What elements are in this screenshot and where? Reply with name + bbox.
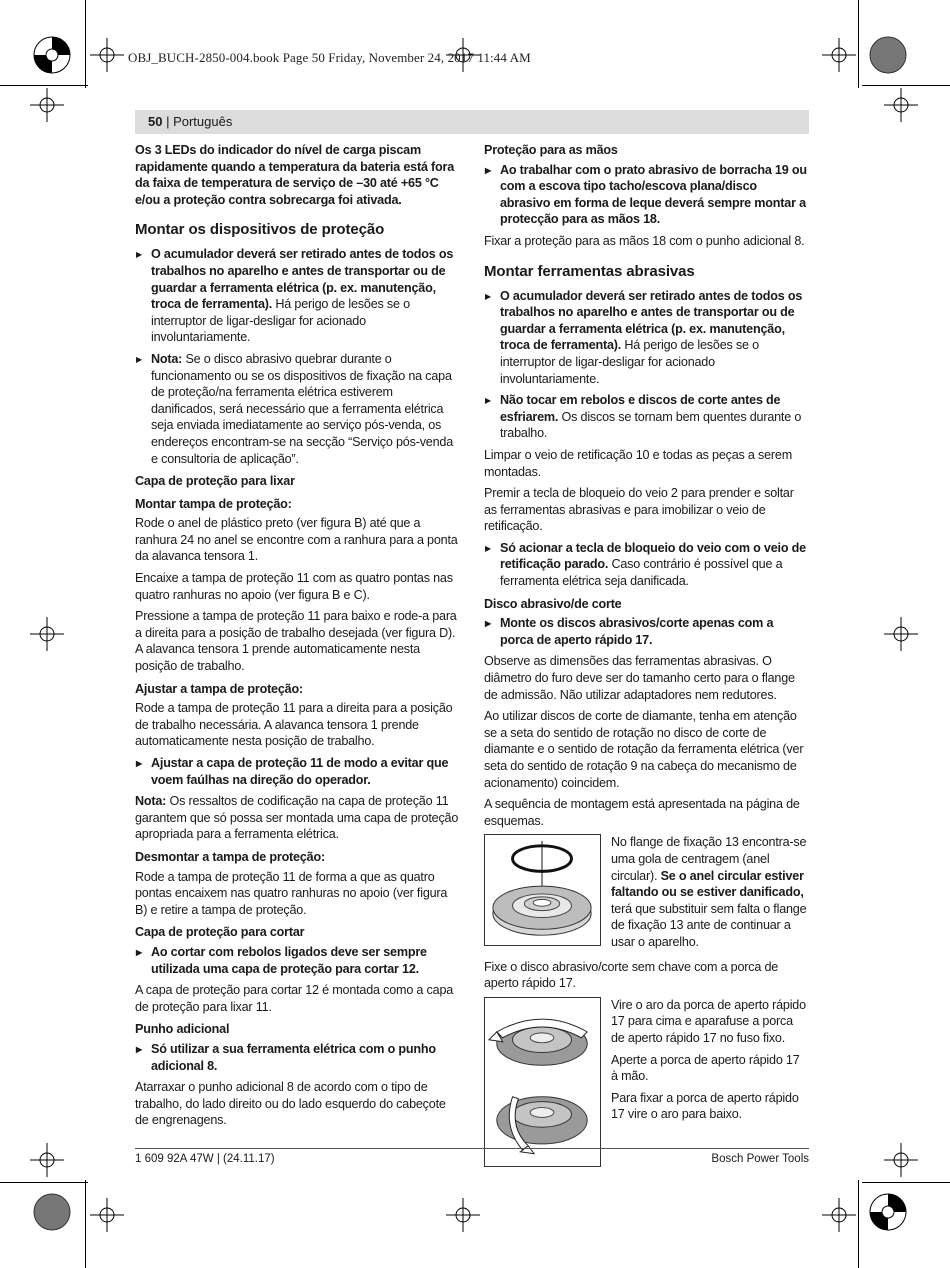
quick-clamping-nut-illustration [484, 997, 601, 1167]
paragraph: Rode a tampa de proteção 11 de forma a que as quatro pontas encaixem nas quatro ranhuras no apoio (ver figura B) e retire a tampa de proteção. [135, 869, 448, 917]
bullet-bold-text: O acumulador deverá ser retirado antes de todos os trabalhos no aparelho e antes de transportar ou de guardar a ferramenta elétrica (p. ex. manutenção, troca de ferramenta). [151, 247, 454, 312]
page-header [148, 114, 232, 129]
bullet-bold-text: Não tocar em rebolos e discos de corte antes de esfriarem. [500, 393, 781, 424]
paragraph: Rode o anel de plástico preto (ver figura B) até que a ranhura 24 no anel se encontre com a ranhura para a ponta da alavanca tensora 1. [135, 516, 458, 564]
bullet-text: Se o disco abrasivo quebrar durante o funcionamento ou se os dispositivos de fixação na capa de proteção/na ferramenta elétrica estiverem danificados, será necessário que a ferramenta elétrica seja enviada imediatamente ao serviço pós-venda, os endereços encontram-se na secção “Serviço pós-venda e consultoria de aplicação”. [151, 351, 454, 466]
crop-line [862, 1182, 950, 1183]
note-text: Os ressaltos de codificação na capa de proteção 11 garantem que só possa ser montada uma capa de proteção apropriada para a ferramenta elétrica. [135, 794, 459, 842]
subsection-heading: Proteção para as mãos [484, 143, 618, 157]
paragraph: Observe as dimensões das ferramentas abrasivas. O diâmetro do furo deve ser do tamanho certo para o flange de admissão. Não utilizar adaptadores nem redutores. [484, 654, 795, 702]
flange-figure-row [484, 834, 808, 950]
paragraph: Fixe o disco abrasivo/corte sem chave com a porca de aperto rápido 17. [484, 959, 779, 991]
subsection-heading: Disco abrasivo/de corte [484, 596, 622, 611]
registration-mark-icon [32, 35, 72, 75]
registration-mark-icon [868, 35, 908, 75]
subsection-heading: Capa de proteção para lixar [135, 474, 295, 489]
warning-bullet [484, 540, 808, 590]
crosshair-mark-icon [822, 1198, 856, 1232]
figure-paragraph: Vire o aro da porca de aperto rápido 17 para cima e aparafuse a porca de aperto rápido 17 no fuso fixo. [611, 997, 806, 1045]
bullet-bold-text: O acumulador deverá ser retirado antes de todos os trabalhos no aparelho e antes de transportar ou de guardar a ferramenta elétrica (p. ex. manutenção, troca de ferramenta). [500, 288, 803, 353]
paragraph: Pressione a tampa de proteção 11 para baixo e rode-a para a direita para a posição de trabalho desejada (ver figura D). A alavanca tensora 1 prende automaticamente nesta posição de trabalho. [135, 609, 457, 674]
crosshair-mark-icon [884, 1143, 918, 1177]
subsection-heading: Capa de proteção para cortar [135, 925, 305, 940]
warning-bullet: ▶ Ajustar a capa de proteção 11 de modo a evitar que voem faúlhas na direção do operador. [135, 755, 459, 788]
flange-o-ring-illustration [484, 834, 601, 946]
header-bar [135, 110, 809, 134]
warning-bullet [484, 392, 808, 442]
crop-line [858, 0, 859, 88]
paragraph: A sequência de montagem está apresentada na página de esquemas. [484, 797, 800, 828]
bullet-text: Caso contrário é possível que a ferramenta elétrica seja danificada. [500, 557, 783, 589]
figure-text: terá que substituir sem falta o flange de fixação 13 ante de continuar a usar o aparelho. [611, 901, 807, 949]
note-bullet [135, 351, 459, 467]
crop-line [862, 85, 950, 86]
bullet-text: Os discos se tornam bem quentes durante o trabalho. [500, 409, 802, 441]
bullet-bold-text: Nota: [151, 351, 183, 366]
bullet-text: Há perigo de lesões se o interruptor de ligar-desligar for acionado involuntariamente. [500, 338, 759, 386]
section-heading: Montar os dispositivos de proteção [135, 221, 385, 239]
page-number: 50 [148, 114, 163, 129]
print-slug: OBJ_BUCH-2850-004.book Page 50 Friday, November 24, 2017 11:44 AM [128, 50, 531, 65]
crosshair-mark-icon [90, 38, 124, 72]
paragraph: A capa de proteção para cortar 12 é montada como a capa de proteção para lixar 11. [135, 983, 454, 1014]
crop-line [85, 0, 86, 88]
figure-paragraph: Para fixar a porca de aperto rápido 17 vire o aro para baixo. [611, 1090, 799, 1122]
warning-bullet: ▶ Só utilizar a sua ferramenta elétrica com o punho adicional 8. [135, 1041, 459, 1074]
registration-mark-icon [868, 1192, 908, 1232]
paragraph: Premir a tecla de bloqueio do veio 2 para prender e soltar as ferramentas abrasivas e para imobilizar o veio de retificação. [484, 486, 794, 534]
paragraph: Ao utilizar discos de corte de diamante, tenha em atenção se a seta do sentido de rotação no disco de corte de diamante e o sentido de rotação da ferramenta elétrica (ver seta do sentido de rotação 9 na cabeça do mecanismo de acionamento) coincidem. [484, 709, 804, 790]
note-label: Nota: [135, 794, 167, 809]
bullet-bold-text: Só acionar a tecla de bloqueio do veio com o veio de retificação parado. [500, 540, 806, 572]
figure-paragraph: Aperte a porca de aperto rápido 17 à mão. [611, 1052, 800, 1084]
paragraph: Fixar a proteção para as mãos 18 com o punho adicional 8. [484, 233, 805, 248]
warning-bullet: ▶ Ao trabalhar com o prato abrasivo de borracha 19 ou com a escova tipo tacho/escova plana/disco abrasivo em forma de leque deverá sempre montar a protecção para as mãos 18. [484, 162, 808, 228]
warning-bullet [135, 246, 459, 346]
paragraph: Encaixe a tampa de proteção 11 com as quatro pontas nas quatro ranhuras no apoio (ver figura B e C). [135, 571, 453, 602]
crosshair-mark-icon [446, 1198, 480, 1232]
right-column [484, 142, 808, 1175]
registration-mark-icon [32, 1192, 72, 1232]
crosshair-mark-icon [30, 617, 64, 651]
crosshair-mark-icon [884, 617, 918, 651]
nut-figure-row [484, 997, 808, 1167]
bullet-text: Há perigo de lesões se o interruptor de ligar-desligar for acionado involuntariamente. [151, 297, 410, 345]
nut-figure-text [611, 997, 808, 1167]
header-separator: | [162, 114, 174, 129]
section-heading: Montar ferramentas abrasivas [484, 262, 695, 280]
intro-paragraph: Os 3 LEDs do indicador do nível de carga piscam rapidamente quando a temperatura da bateria está fora da faixa de temperatura de serviço de –30 até +65 °C e/ou a proteção contra sobrecarga foi ativada. [135, 143, 455, 207]
crosshair-mark-icon [30, 88, 64, 122]
left-column [135, 142, 459, 1134]
footer-right: Bosch Power Tools [711, 1153, 809, 1165]
subsection-heading: Montar tampa de proteção: [135, 496, 292, 511]
crosshair-mark-icon [822, 38, 856, 72]
paragraph: Rode a tampa de proteção 11 para a direita para a posição de trabalho necessária. A alavanca tensora 1 prende automaticamente nesta posição de trabalho. [135, 701, 453, 749]
crop-line [85, 1180, 86, 1268]
crosshair-mark-icon [30, 1143, 64, 1177]
crop-line [0, 85, 88, 86]
crop-line [0, 1182, 88, 1183]
crop-line [858, 1180, 859, 1268]
subsection-heading: Punho adicional [135, 1022, 230, 1037]
paragraph: Limpar o veio de retificação 10 e todas as peças a serem montadas. [484, 447, 793, 479]
crosshair-mark-icon [884, 88, 918, 122]
figure-text: No flange de fixação 13 encontra-se uma gola de centragem (anel circular). [611, 835, 807, 883]
warning-bullet: ▶ Ao cortar com rebolos ligados deve ser sempre utilizada uma capa de proteção para cortar 12. [135, 944, 459, 977]
note-paragraph [135, 793, 459, 843]
subsection-heading: Desmontar a tampa de proteção: [135, 849, 325, 864]
warning-bullet [484, 288, 808, 388]
warning-bullet: ▶ Monte os discos abrasivos/corte apenas com a porca de aperto rápido 17. [484, 615, 808, 648]
footer-left: 1 609 92A 47W | (24.11.17) [135, 1153, 275, 1165]
flange-figure-text [611, 834, 808, 950]
crosshair-mark-icon [90, 1198, 124, 1232]
subsection-heading: Ajustar a tampa de proteção: [135, 681, 303, 696]
paragraph: Atarraxar o punho adicional 8 de acordo com o tipo de trabalho, do lado direito ou do lado esquerdo do cabeçote de engrenagens. [135, 1080, 446, 1128]
figure-bold-text: Se o anel circular estiver faltando ou se estiver danificado, [611, 868, 804, 900]
footer-rule [135, 1148, 809, 1149]
header-language: Português [173, 114, 233, 129]
